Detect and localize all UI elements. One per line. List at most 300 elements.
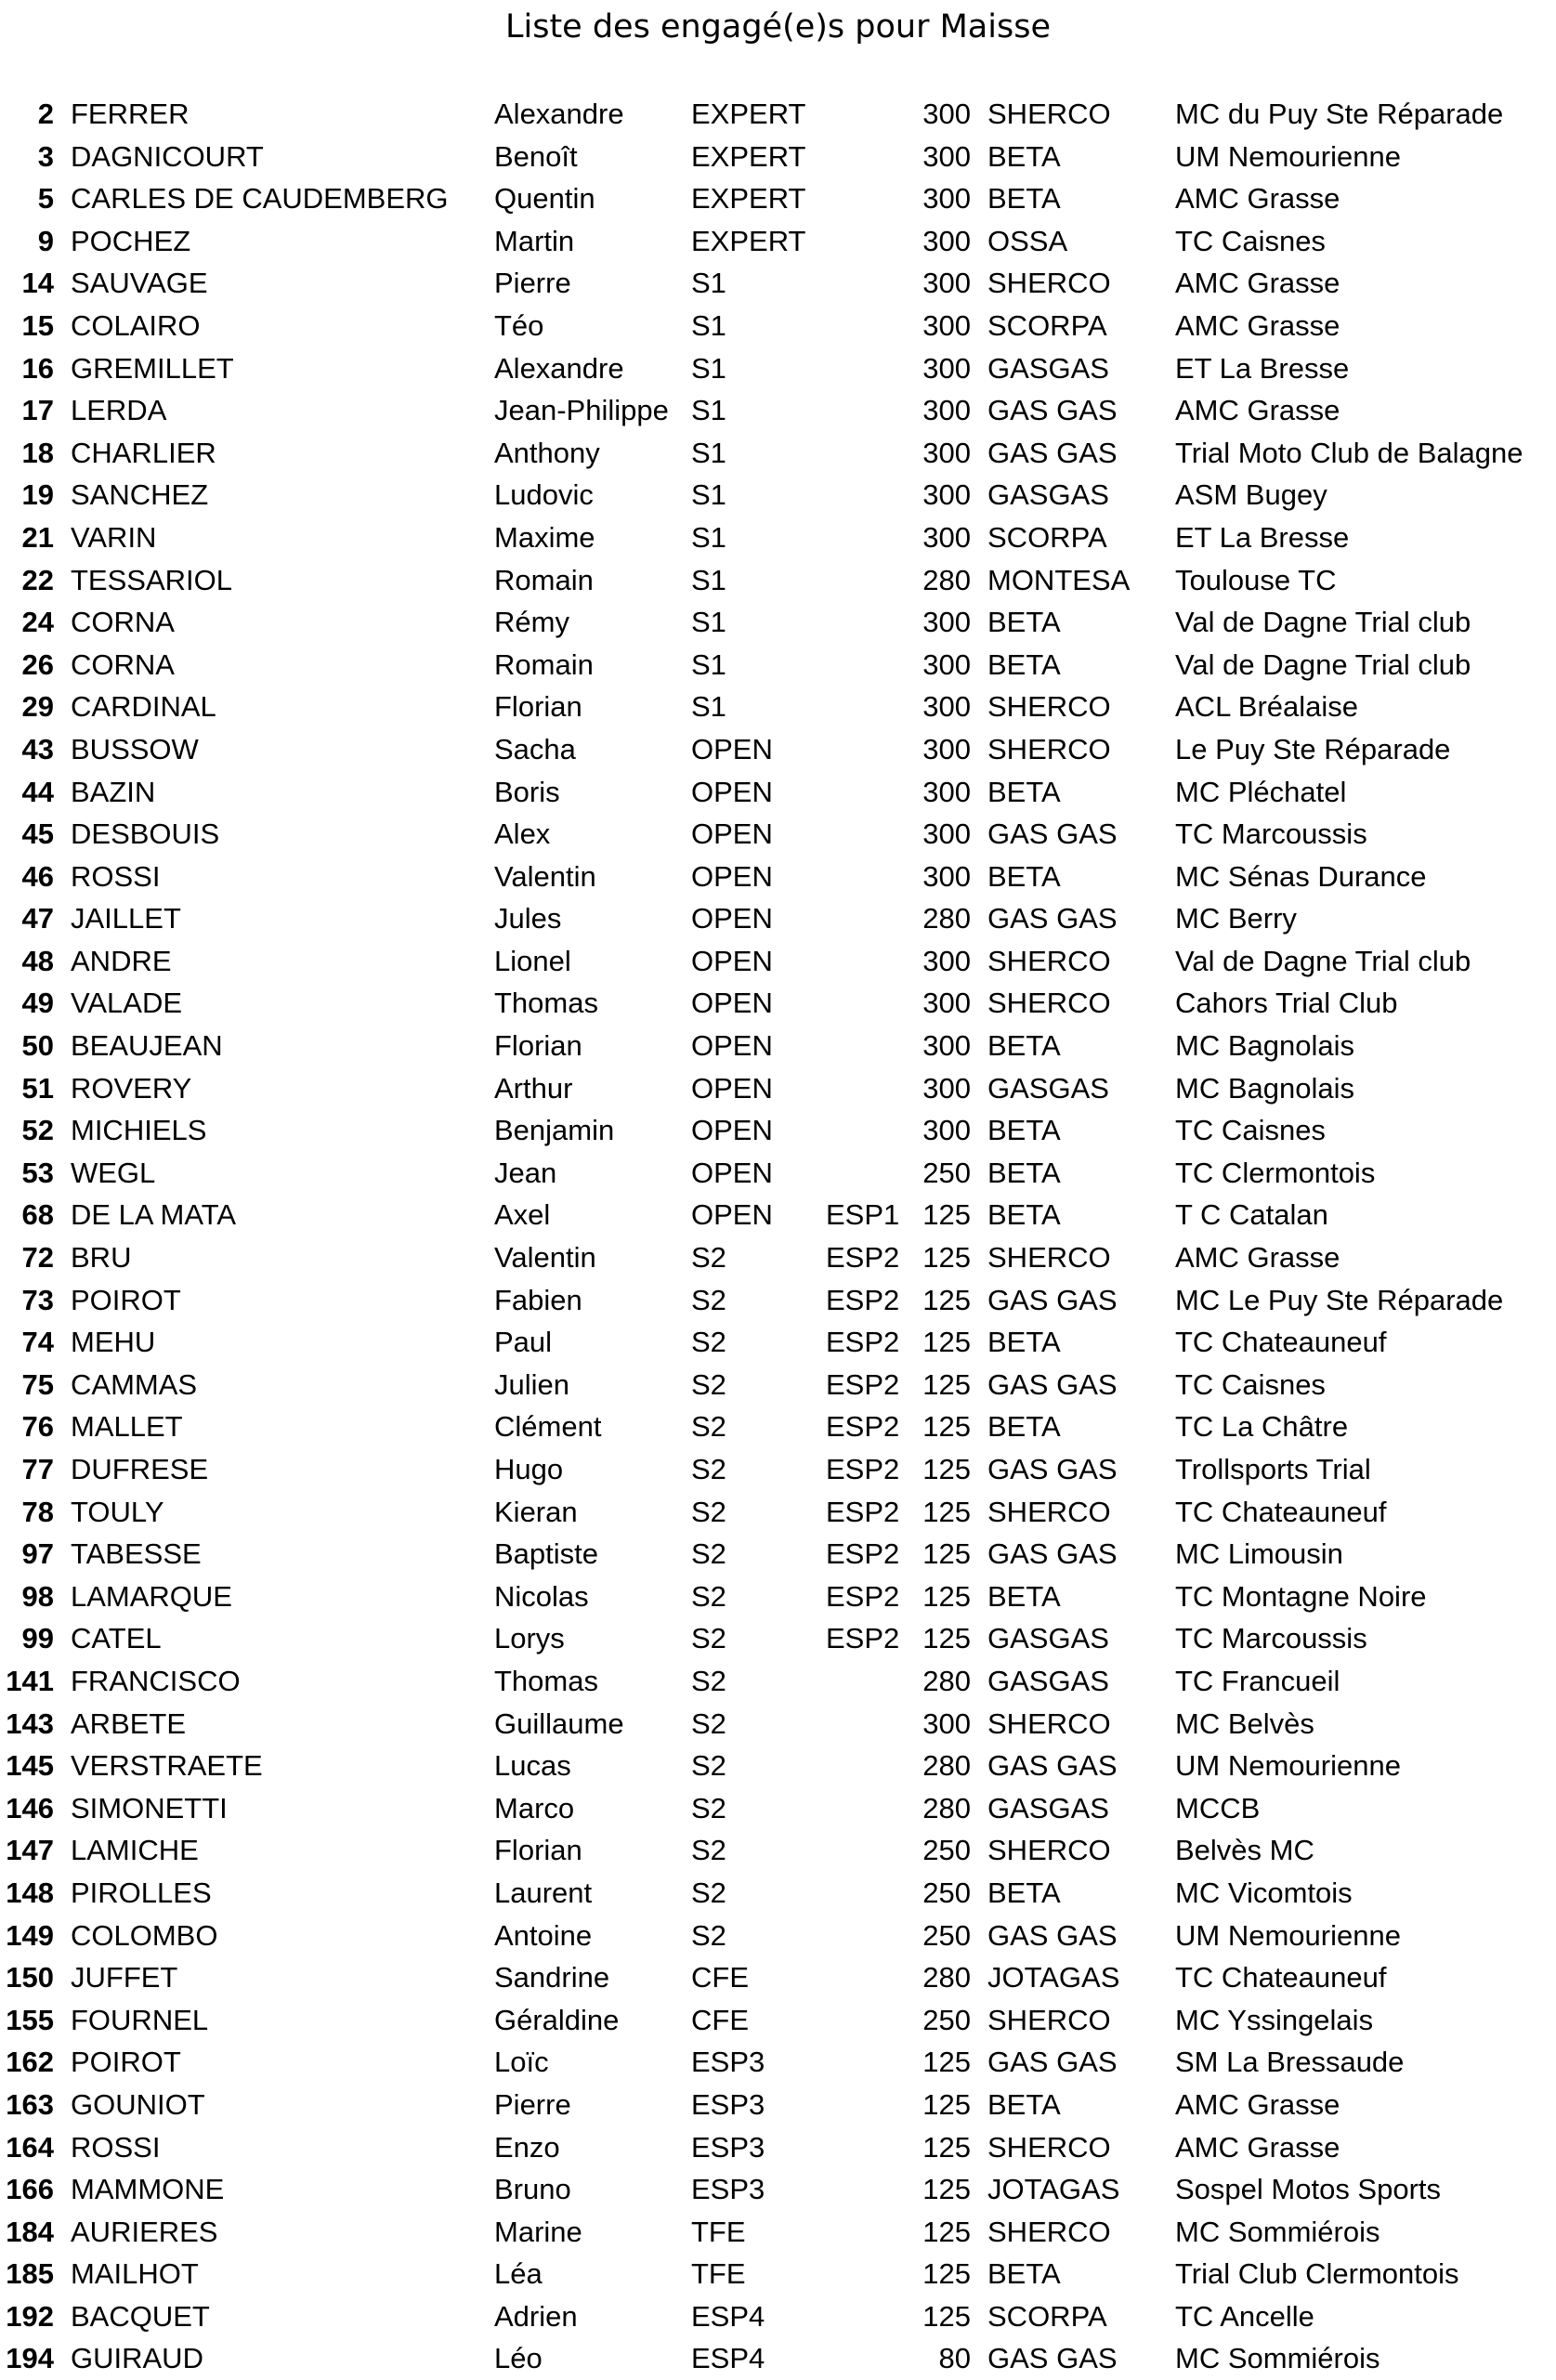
list-item bbox=[0, 686, 1556, 728]
club-name: TC Clermontois bbox=[1175, 1156, 1376, 1189]
club-name: AMC Grasse bbox=[1175, 2130, 1340, 2164]
bike-brand: GASGAS bbox=[987, 351, 1109, 385]
entry-number: 72 bbox=[21, 1241, 54, 1275]
entry-number: 164 bbox=[6, 2130, 54, 2164]
bike-brand: GASGAS bbox=[987, 1622, 1109, 1655]
last-name: BUSSOW bbox=[71, 732, 199, 765]
category: OPEN bbox=[691, 1029, 773, 1063]
engine-cc: 300 bbox=[922, 436, 971, 469]
club-name: AMC Grasse bbox=[1175, 394, 1340, 427]
bike-brand: SCORPA bbox=[987, 520, 1107, 554]
list-item bbox=[0, 1787, 1556, 1830]
last-name: FERRER bbox=[71, 98, 190, 130]
bike-brand: BETA bbox=[987, 647, 1061, 681]
bike-brand: BETA bbox=[987, 1326, 1061, 1359]
category: S2 bbox=[691, 1664, 726, 1697]
last-name: VERSTRAETE bbox=[71, 1749, 263, 1783]
bike-brand: BETA bbox=[987, 775, 1061, 808]
entry-number: 75 bbox=[21, 1367, 54, 1401]
club-name: Le Puy Ste Réparade bbox=[1175, 732, 1451, 765]
list-item bbox=[0, 1236, 1556, 1279]
bike-brand: SHERCO bbox=[987, 267, 1111, 300]
entry-number: 5 bbox=[37, 182, 54, 216]
last-name: BRU bbox=[71, 1241, 132, 1275]
club-name: TC Chateauneuf bbox=[1175, 1495, 1387, 1528]
category: OPEN bbox=[691, 1071, 773, 1105]
club-name: MC Belvès bbox=[1175, 1707, 1314, 1740]
last-name: ROVERY bbox=[71, 1071, 192, 1105]
last-name: CATEL bbox=[71, 1622, 162, 1655]
club-name: Trollsports Trial bbox=[1175, 1453, 1371, 1485]
engine-cc: 280 bbox=[922, 1749, 971, 1783]
category: CFE bbox=[691, 1961, 749, 1994]
club-name: Belvès MC bbox=[1175, 1834, 1314, 1867]
esp-class: ESP2 bbox=[826, 1495, 900, 1528]
bike-brand: GASGAS bbox=[987, 478, 1109, 512]
bike-brand: GAS GAS bbox=[987, 2046, 1118, 2079]
first-name: Boris bbox=[494, 775, 560, 808]
list-item bbox=[0, 2295, 1556, 2338]
last-name: BAZIN bbox=[71, 775, 156, 808]
engine-cc: 300 bbox=[922, 478, 971, 512]
engine-cc: 280 bbox=[922, 1961, 971, 1994]
engine-cc: 280 bbox=[922, 1791, 971, 1824]
entry-number: 166 bbox=[6, 2173, 54, 2206]
list-item bbox=[0, 1915, 1556, 1957]
engine-cc: 300 bbox=[922, 732, 971, 765]
list-item bbox=[0, 1364, 1556, 1406]
last-name: TOULY bbox=[71, 1495, 164, 1528]
entry-number: 26 bbox=[21, 647, 54, 681]
first-name: Benjamin bbox=[494, 1114, 615, 1147]
first-name: Quentin bbox=[494, 182, 595, 216]
last-name: MALLET bbox=[71, 1410, 183, 1444]
engine-cc: 250 bbox=[922, 1918, 971, 1952]
club-name: Val de Dagne Trial club bbox=[1175, 606, 1471, 639]
entry-number: 14 bbox=[21, 267, 54, 300]
page-title: Liste des engagé(e)s pour Maisse bbox=[505, 8, 1051, 46]
first-name: Alex bbox=[494, 817, 551, 851]
engine-cc: 125 bbox=[922, 1367, 971, 1401]
engine-cc: 125 bbox=[922, 1579, 971, 1613]
bike-brand: SHERCO bbox=[987, 1495, 1111, 1528]
first-name: Bruno bbox=[494, 2173, 571, 2206]
list-item bbox=[0, 305, 1556, 347]
bike-brand: BETA bbox=[987, 1198, 1061, 1232]
club-name: Trial Moto Club de Balagne bbox=[1175, 436, 1523, 469]
entry-number: 15 bbox=[21, 308, 54, 342]
first-name: Martin bbox=[494, 224, 575, 257]
esp-class: ESP1 bbox=[826, 1198, 900, 1232]
esp-class: ESP2 bbox=[826, 1283, 900, 1316]
last-name: COLOMBO bbox=[71, 1918, 218, 1952]
engine-cc: 300 bbox=[922, 606, 971, 639]
engine-cc: 125 bbox=[922, 1198, 971, 1232]
engine-cc: 125 bbox=[922, 1326, 971, 1359]
entry-number: 192 bbox=[6, 2299, 54, 2333]
last-name: CARDINAL bbox=[71, 690, 216, 724]
bike-brand: GAS GAS bbox=[987, 394, 1118, 427]
club-name: MC Berry bbox=[1175, 902, 1297, 935]
last-name: COLAIRO bbox=[71, 308, 201, 342]
category: OPEN bbox=[691, 902, 773, 935]
engine-cc: 125 bbox=[922, 1241, 971, 1275]
first-name: Anthony bbox=[494, 436, 600, 469]
bike-brand: SCORPA bbox=[987, 308, 1107, 342]
last-name: MAMMONE bbox=[71, 2173, 225, 2206]
engine-cc: 125 bbox=[922, 2087, 971, 2121]
club-name: TC Ancelle bbox=[1175, 2299, 1314, 2333]
category: S1 bbox=[691, 478, 726, 512]
last-name: POCHEZ bbox=[71, 224, 191, 257]
entry-number: 149 bbox=[6, 1918, 54, 1952]
first-name: Ludovic bbox=[494, 478, 594, 512]
club-name: UM Nemourienne bbox=[1175, 139, 1401, 173]
category: S2 bbox=[691, 1834, 726, 1867]
first-name: Arthur bbox=[494, 1071, 573, 1105]
first-name: Jean bbox=[494, 1156, 557, 1189]
last-name: JAILLET bbox=[71, 902, 181, 935]
club-name: TC Francueil bbox=[1175, 1664, 1340, 1697]
first-name: Lucas bbox=[494, 1749, 571, 1783]
first-name: Thomas bbox=[494, 987, 598, 1020]
first-name: Jules bbox=[494, 902, 562, 935]
list-item bbox=[0, 262, 1556, 305]
last-name: TABESSE bbox=[71, 1537, 202, 1571]
engine-cc: 125 bbox=[922, 2046, 971, 2079]
bike-brand: BETA bbox=[987, 1579, 1061, 1613]
entry-number: 97 bbox=[21, 1537, 54, 1571]
club-name: TC La Châtre bbox=[1175, 1410, 1349, 1444]
entry-number: 3 bbox=[37, 139, 54, 173]
list-item bbox=[0, 644, 1556, 687]
engine-cc: 125 bbox=[922, 1283, 971, 1316]
first-name: Sandrine bbox=[494, 1961, 610, 1994]
club-name: TC Caisnes bbox=[1175, 224, 1326, 257]
entry-number: 162 bbox=[6, 2046, 54, 2079]
bike-brand: GAS GAS bbox=[987, 1283, 1118, 1316]
entry-number: 76 bbox=[21, 1410, 54, 1444]
engine-cc: 300 bbox=[922, 351, 971, 385]
list-item bbox=[0, 559, 1556, 602]
last-name: VALADE bbox=[71, 987, 183, 1020]
last-name: WEGL bbox=[71, 1156, 156, 1189]
club-name: MC Sommiérois bbox=[1175, 2215, 1380, 2248]
list-item bbox=[0, 982, 1556, 1025]
last-name: CARLES DE CAUDEMBERG bbox=[71, 182, 449, 216]
club-name: T C Catalan bbox=[1175, 1198, 1328, 1232]
last-name: CORNA bbox=[71, 606, 175, 639]
category: S2 bbox=[691, 1495, 726, 1528]
club-name: Cahors Trial Club bbox=[1175, 987, 1398, 1020]
category: S2 bbox=[691, 1241, 726, 1275]
entry-number: 194 bbox=[6, 2342, 54, 2375]
list-item bbox=[0, 2211, 1556, 2254]
engine-cc: 300 bbox=[922, 139, 971, 173]
category: ESP4 bbox=[691, 2299, 765, 2333]
engine-cc: 250 bbox=[922, 1156, 971, 1189]
engine-cc: 125 bbox=[922, 2173, 971, 2206]
club-name: MC Pléchatel bbox=[1175, 775, 1347, 808]
list-item bbox=[0, 389, 1556, 432]
esp-class: ESP2 bbox=[826, 1241, 900, 1275]
last-name: CAMMAS bbox=[71, 1367, 198, 1401]
bike-brand: BETA bbox=[987, 1156, 1061, 1189]
club-name: TC Caisnes bbox=[1175, 1367, 1326, 1401]
list-item bbox=[0, 2253, 1556, 2295]
engine-cc: 300 bbox=[922, 224, 971, 257]
entry-number: 46 bbox=[21, 859, 54, 893]
entry-number: 98 bbox=[21, 1579, 54, 1613]
category: S1 bbox=[691, 647, 726, 681]
entry-number: 2 bbox=[37, 98, 54, 130]
esp-class: ESP2 bbox=[826, 1537, 900, 1571]
list-item bbox=[0, 1872, 1556, 1915]
last-name: AURIERES bbox=[71, 2215, 218, 2248]
list-item bbox=[0, 940, 1556, 983]
bike-brand: GAS GAS bbox=[987, 902, 1118, 935]
list-item bbox=[0, 1152, 1556, 1195]
engine-cc: 300 bbox=[922, 859, 971, 893]
engine-cc: 300 bbox=[922, 1707, 971, 1740]
first-name: Paul bbox=[494, 1326, 553, 1359]
category: ESP3 bbox=[691, 2173, 765, 2206]
list-item bbox=[0, 1491, 1556, 1534]
first-name: Lorys bbox=[494, 1622, 565, 1655]
category: S2 bbox=[691, 1537, 726, 1571]
engine-cc: 300 bbox=[922, 1071, 971, 1105]
bike-brand: SHERCO bbox=[987, 1241, 1111, 1275]
club-name: MC Limousin bbox=[1175, 1537, 1343, 1571]
last-name: GOUNIOT bbox=[71, 2087, 205, 2121]
category: S2 bbox=[691, 1707, 726, 1740]
club-name: SM La Bressaude bbox=[1175, 2046, 1405, 2079]
entry-number: 19 bbox=[21, 478, 54, 512]
esp-class: ESP2 bbox=[826, 1326, 900, 1359]
bike-brand: GAS GAS bbox=[987, 1537, 1118, 1571]
engine-cc: 300 bbox=[922, 267, 971, 300]
category: S1 bbox=[691, 267, 726, 300]
entry-number: 141 bbox=[6, 1664, 54, 1697]
club-name: Sospel Motos Sports bbox=[1175, 2173, 1442, 2206]
club-name: Toulouse TC bbox=[1175, 563, 1337, 596]
first-name: Kieran bbox=[494, 1495, 578, 1528]
club-name: MCCB bbox=[1175, 1791, 1261, 1824]
bike-brand: GAS GAS bbox=[987, 1918, 1118, 1952]
bike-brand: BETA bbox=[987, 2257, 1061, 2291]
club-name: MC Bagnolais bbox=[1175, 1029, 1354, 1063]
last-name: CORNA bbox=[71, 647, 175, 681]
bike-brand: OSSA bbox=[987, 224, 1068, 257]
last-name: LAMARQUE bbox=[71, 1579, 232, 1613]
first-name: Alexandre bbox=[494, 98, 624, 130]
esp-class: ESP2 bbox=[826, 1410, 900, 1444]
engine-cc: 80 bbox=[938, 2342, 971, 2375]
entry-number: 99 bbox=[21, 1622, 54, 1655]
entry-number: 184 bbox=[6, 2215, 54, 2248]
bike-brand: SHERCO bbox=[987, 732, 1111, 765]
list-item bbox=[0, 1829, 1556, 1872]
category: S2 bbox=[691, 1749, 726, 1783]
first-name: Florian bbox=[494, 690, 582, 724]
category: S1 bbox=[691, 308, 726, 342]
category: OPEN bbox=[691, 1114, 773, 1147]
list-item bbox=[0, 474, 1556, 517]
category: OPEN bbox=[691, 1198, 773, 1232]
first-name: Valentin bbox=[494, 1241, 596, 1275]
club-name: MC Yssingelais bbox=[1175, 2003, 1374, 2036]
engine-cc: 125 bbox=[922, 2215, 971, 2248]
bike-brand: GASGAS bbox=[987, 1664, 1109, 1697]
list-item bbox=[0, 2041, 1556, 2084]
entry-number: 9 bbox=[37, 224, 54, 257]
first-name: Marco bbox=[494, 1791, 575, 1824]
last-name: POIROT bbox=[71, 1283, 181, 1316]
bike-brand: GAS GAS bbox=[987, 2342, 1118, 2375]
list-item bbox=[0, 1660, 1556, 1703]
list-item bbox=[0, 1279, 1556, 1322]
engine-cc: 300 bbox=[922, 944, 971, 977]
club-name: AMC Grasse bbox=[1175, 267, 1340, 300]
first-name: Romain bbox=[494, 563, 594, 596]
entry-number: 47 bbox=[21, 902, 54, 935]
last-name: JUFFET bbox=[71, 1961, 178, 1994]
entry-number: 53 bbox=[21, 1156, 54, 1189]
engine-cc: 300 bbox=[922, 520, 971, 554]
club-name: AMC Grasse bbox=[1175, 308, 1340, 342]
entry-number: 185 bbox=[6, 2257, 54, 2291]
engine-cc: 125 bbox=[922, 2257, 971, 2291]
entry-number: 73 bbox=[21, 1283, 54, 1316]
esp-class: ESP2 bbox=[826, 1579, 900, 1613]
first-name: Axel bbox=[494, 1198, 551, 1232]
last-name: PIROLLES bbox=[71, 1876, 212, 1909]
first-name: Léo bbox=[494, 2342, 543, 2375]
club-name: TC Chateauneuf bbox=[1175, 1961, 1387, 1994]
esp-class: ESP2 bbox=[826, 1622, 900, 1655]
bike-brand: BETA bbox=[987, 2087, 1061, 2121]
category: TFE bbox=[691, 2215, 746, 2248]
bike-brand: SHERCO bbox=[987, 2130, 1111, 2164]
bike-brand: BETA bbox=[987, 1876, 1061, 1909]
entry-number: 155 bbox=[6, 2003, 54, 2036]
category: ESP3 bbox=[691, 2130, 765, 2164]
club-name: ET La Bresse bbox=[1175, 351, 1350, 385]
club-name: AMC Grasse bbox=[1175, 182, 1340, 216]
list-item bbox=[0, 177, 1556, 220]
first-name: Thomas bbox=[494, 1664, 598, 1697]
entry-number: 21 bbox=[21, 520, 54, 554]
category: S2 bbox=[691, 1410, 726, 1444]
first-name: Clément bbox=[494, 1410, 602, 1444]
club-name: MC Le Puy Ste Réparade bbox=[1175, 1283, 1504, 1316]
list-item bbox=[0, 1576, 1556, 1618]
last-name: SANCHEZ bbox=[71, 478, 209, 512]
last-name: SAUVAGE bbox=[71, 267, 208, 300]
first-name: Lionel bbox=[494, 944, 571, 977]
category: ESP4 bbox=[691, 2342, 765, 2375]
last-name: LERDA bbox=[71, 394, 167, 427]
last-name: BACQUET bbox=[71, 2299, 210, 2333]
entry-number: 48 bbox=[21, 944, 54, 977]
category: S1 bbox=[691, 563, 726, 596]
list-item bbox=[0, 1067, 1556, 1110]
first-name: Guillaume bbox=[494, 1707, 624, 1740]
first-name: Rémy bbox=[494, 606, 569, 639]
category: OPEN bbox=[691, 817, 773, 851]
category: S1 bbox=[691, 690, 726, 724]
entry-number: 68 bbox=[21, 1198, 54, 1232]
last-name: CHARLIER bbox=[71, 436, 216, 469]
first-name: Romain bbox=[494, 647, 594, 681]
last-name: FRANCISCO bbox=[71, 1664, 241, 1697]
engine-cc: 280 bbox=[922, 902, 971, 935]
entry-number: 143 bbox=[6, 1707, 54, 1740]
list-item bbox=[0, 856, 1556, 898]
list-item bbox=[0, 813, 1556, 856]
list-item bbox=[0, 1406, 1556, 1448]
last-name: POIROT bbox=[71, 2046, 181, 2079]
entry-number: 150 bbox=[6, 1961, 54, 1994]
club-name: TC Caisnes bbox=[1175, 1114, 1326, 1147]
list-item bbox=[0, 1448, 1556, 1491]
club-name: ACL Bréalaise bbox=[1175, 690, 1359, 724]
first-name: Hugo bbox=[494, 1453, 564, 1485]
last-name: GUIRAUD bbox=[71, 2342, 203, 2375]
club-name: TC Montagne Noire bbox=[1175, 1579, 1427, 1613]
bike-brand: BETA bbox=[987, 1410, 1061, 1444]
entry-number: 78 bbox=[21, 1495, 54, 1528]
first-name: Jean-Philippe bbox=[494, 394, 669, 427]
engine-cc: 250 bbox=[922, 1876, 971, 1909]
club-name: AMC Grasse bbox=[1175, 2087, 1340, 2121]
category: S2 bbox=[691, 1622, 726, 1655]
club-name: TC Chateauneuf bbox=[1175, 1326, 1387, 1359]
category: OPEN bbox=[691, 775, 773, 808]
club-name: ASM Bugey bbox=[1175, 478, 1327, 512]
category: S2 bbox=[691, 1367, 726, 1401]
last-name: FOURNEL bbox=[71, 2003, 209, 2036]
first-name: Benoît bbox=[494, 139, 578, 173]
category: S2 bbox=[691, 1876, 726, 1909]
category: OPEN bbox=[691, 944, 773, 977]
engine-cc: 300 bbox=[922, 308, 971, 342]
engine-cc: 280 bbox=[922, 563, 971, 596]
first-name: Léa bbox=[494, 2257, 543, 2291]
bike-brand: MONTESA bbox=[987, 563, 1131, 596]
last-name: ANDRE bbox=[71, 944, 172, 977]
bike-brand: GASGAS bbox=[987, 1071, 1109, 1105]
first-name: Maxime bbox=[494, 520, 595, 554]
last-name: ARBETE bbox=[71, 1707, 187, 1740]
list-item bbox=[0, 728, 1556, 771]
first-name: Fabien bbox=[494, 1283, 582, 1316]
category: S1 bbox=[691, 606, 726, 639]
bike-brand: BETA bbox=[987, 1029, 1061, 1063]
entry-number: 49 bbox=[21, 987, 54, 1020]
last-name: BEAUJEAN bbox=[71, 1029, 223, 1063]
category: S2 bbox=[691, 1453, 726, 1485]
category: S2 bbox=[691, 1283, 726, 1316]
bike-brand: JOTAGAS bbox=[987, 2173, 1120, 2206]
bike-brand: BETA bbox=[987, 1114, 1061, 1147]
list-item bbox=[0, 1999, 1556, 2042]
category: OPEN bbox=[691, 987, 773, 1020]
category: S2 bbox=[691, 1918, 726, 1952]
entry-number: 146 bbox=[6, 1791, 54, 1824]
esp-class: ESP2 bbox=[826, 1367, 900, 1401]
first-name: Enzo bbox=[494, 2130, 560, 2164]
